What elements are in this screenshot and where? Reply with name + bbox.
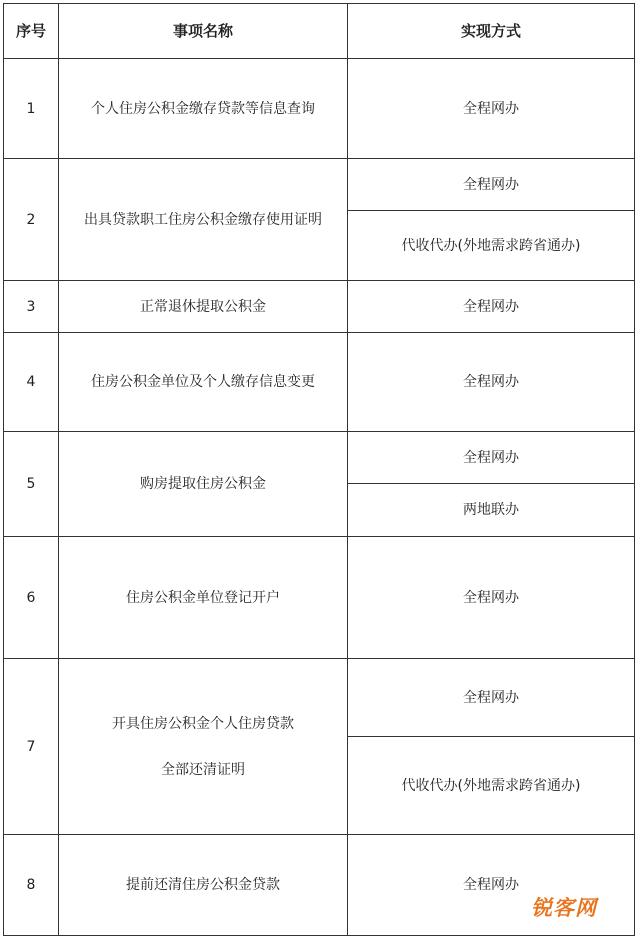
table-row [4,59,635,159]
table-row [4,659,635,737]
cell-mode: 全程网办 [348,59,635,159]
cell-name: 住房公积金单位登记开户 [59,537,348,659]
cell-no: 2 [4,159,59,281]
service-items-table [3,3,635,936]
header-no: 序号 [4,4,59,59]
cell-name: 出具贷款职工住房公积金缴存使用证明 [59,159,348,281]
cell-mode: 全程网办 [348,159,635,211]
cell-name: 正常退休提取公积金 [59,281,348,333]
table-header-row [4,4,635,59]
cell-mode: 代收代办(外地需求跨省通办) [348,211,635,281]
cell-no: 1 [4,59,59,159]
header-mode: 实现方式 [348,4,635,59]
cell-name: 个人住房公积金缴存贷款等信息查询 [59,59,348,159]
watermark-logo: 锐客网 [531,896,597,920]
cell-no: 4 [4,333,59,432]
cell-mode: 全程网办 [348,835,635,936]
cell-mode: 全程网办 [348,333,635,432]
cell-name [59,659,348,835]
cell-name: 购房提取住房公积金 [59,432,348,537]
table-row [4,159,635,211]
cell-no: 5 [4,432,59,537]
cell-mode: 全程网办 [348,659,635,737]
cell-no: 7 [4,659,59,835]
cell-mode: 全程网办 [348,537,635,659]
table-row [4,537,635,659]
table-row [4,432,635,484]
cell-name: 提前还清住房公积金贷款 [59,835,348,936]
cell-no: 3 [4,281,59,333]
table-row [4,281,635,333]
cell-name-line: 全部还清证明 [161,761,245,778]
cell-name: 住房公积金单位及个人缴存信息变更 [59,333,348,432]
cell-mode: 代收代办(外地需求跨省通办) [348,737,635,835]
cell-mode: 全程网办 [348,432,635,484]
cell-mode: 全程网办 [348,281,635,333]
cell-name-line: 开具住房公积金个人住房贷款 [112,715,294,732]
table-row [4,333,635,432]
cell-no: 8 [4,835,59,936]
cell-mode: 两地联办 [348,484,635,537]
header-name: 事项名称 [59,4,348,59]
cell-no: 6 [4,537,59,659]
